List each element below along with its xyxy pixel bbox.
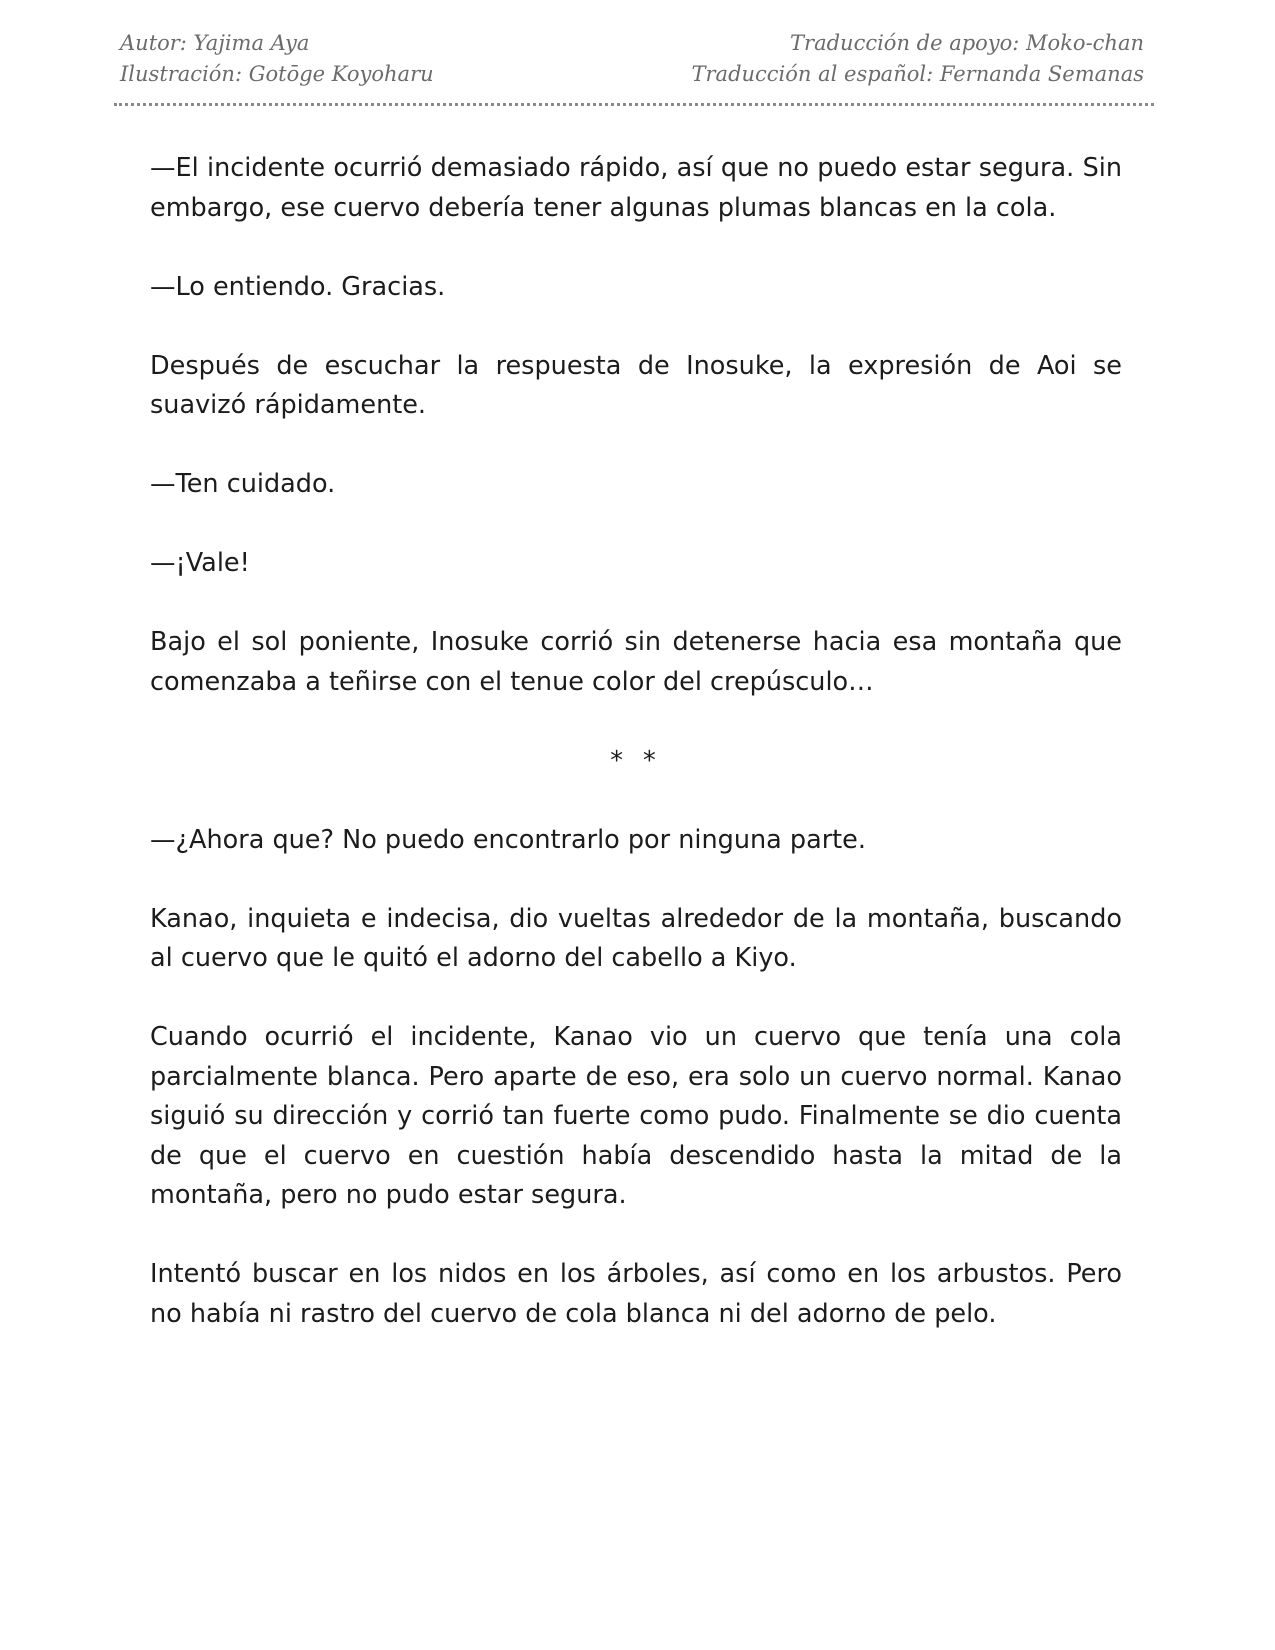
page-body [150, 149, 1122, 1374]
header-dotted-divider [114, 103, 1154, 106]
illustration-credit: Ilustración: Gotōge Koyoharu [120, 62, 434, 86]
spanish-translation-credit: Traducción al español: Fernanda Semanas [691, 62, 1144, 86]
paragraph: —¡Vale! [150, 548, 250, 578]
author-credit: Autor: Yajima Aya [120, 31, 310, 55]
paragraph: Bajo el sol poniente, Inosuke corrió sin detenerse hacia esa montaña que comenzaba a teñirse con el tenue color del crepúsculo… [150, 627, 1122, 697]
paragraph: —Lo entiendo. Gracias. [150, 271, 446, 302]
paragraph: Después de escuchar la respuesta de Inosuke, la expresión de Aoi se suavizó rápidamente. [150, 350, 1122, 420]
paragraph: Intentó buscar en los nidos en los árboles, así como en los arbustos. Pero no había ni rastro del cuervo de cola blanca ni del adorno de pelo. [150, 1259, 1122, 1329]
paragraph: —El incidente ocurrió demasiado rápido, así que no puedo estar segura. Sin embargo, ese cuervo debería tener algunas plumas blancas en la cola. [150, 153, 1122, 223]
paragraph: Kanao, inquieta e indecisa, dio vueltas alrededor de la montaña, buscando al cuervo que le quitó el adorno del cabello a Kiyo. [150, 903, 1122, 973]
paragraph: Cuando ocurrió el incidente, Kanao vio un cuervo que tenía una cola parcialmente blanca. Pero aparte de eso, era solo un cuervo normal. Kanao siguió su dirección y corrió tan fuerte como pudo. Finalmente se dio cuenta de que el cuervo en cuestión había descendido hasta la mitad de la montaña, pero no pudo estar segura. [150, 1022, 1122, 1210]
page-header [120, 28, 1144, 90]
scene-separator: * * [610, 745, 662, 776]
paragraph: —¿Ahora que? No puedo encontrarlo por ninguna parte. [150, 824, 866, 855]
support-translation-credit: Traducción de apoyo: Moko-chan [790, 31, 1144, 55]
header-credits-left [120, 28, 434, 90]
paragraph: —Ten cuidado. [150, 469, 336, 499]
header-credits-right [692, 28, 1145, 90]
